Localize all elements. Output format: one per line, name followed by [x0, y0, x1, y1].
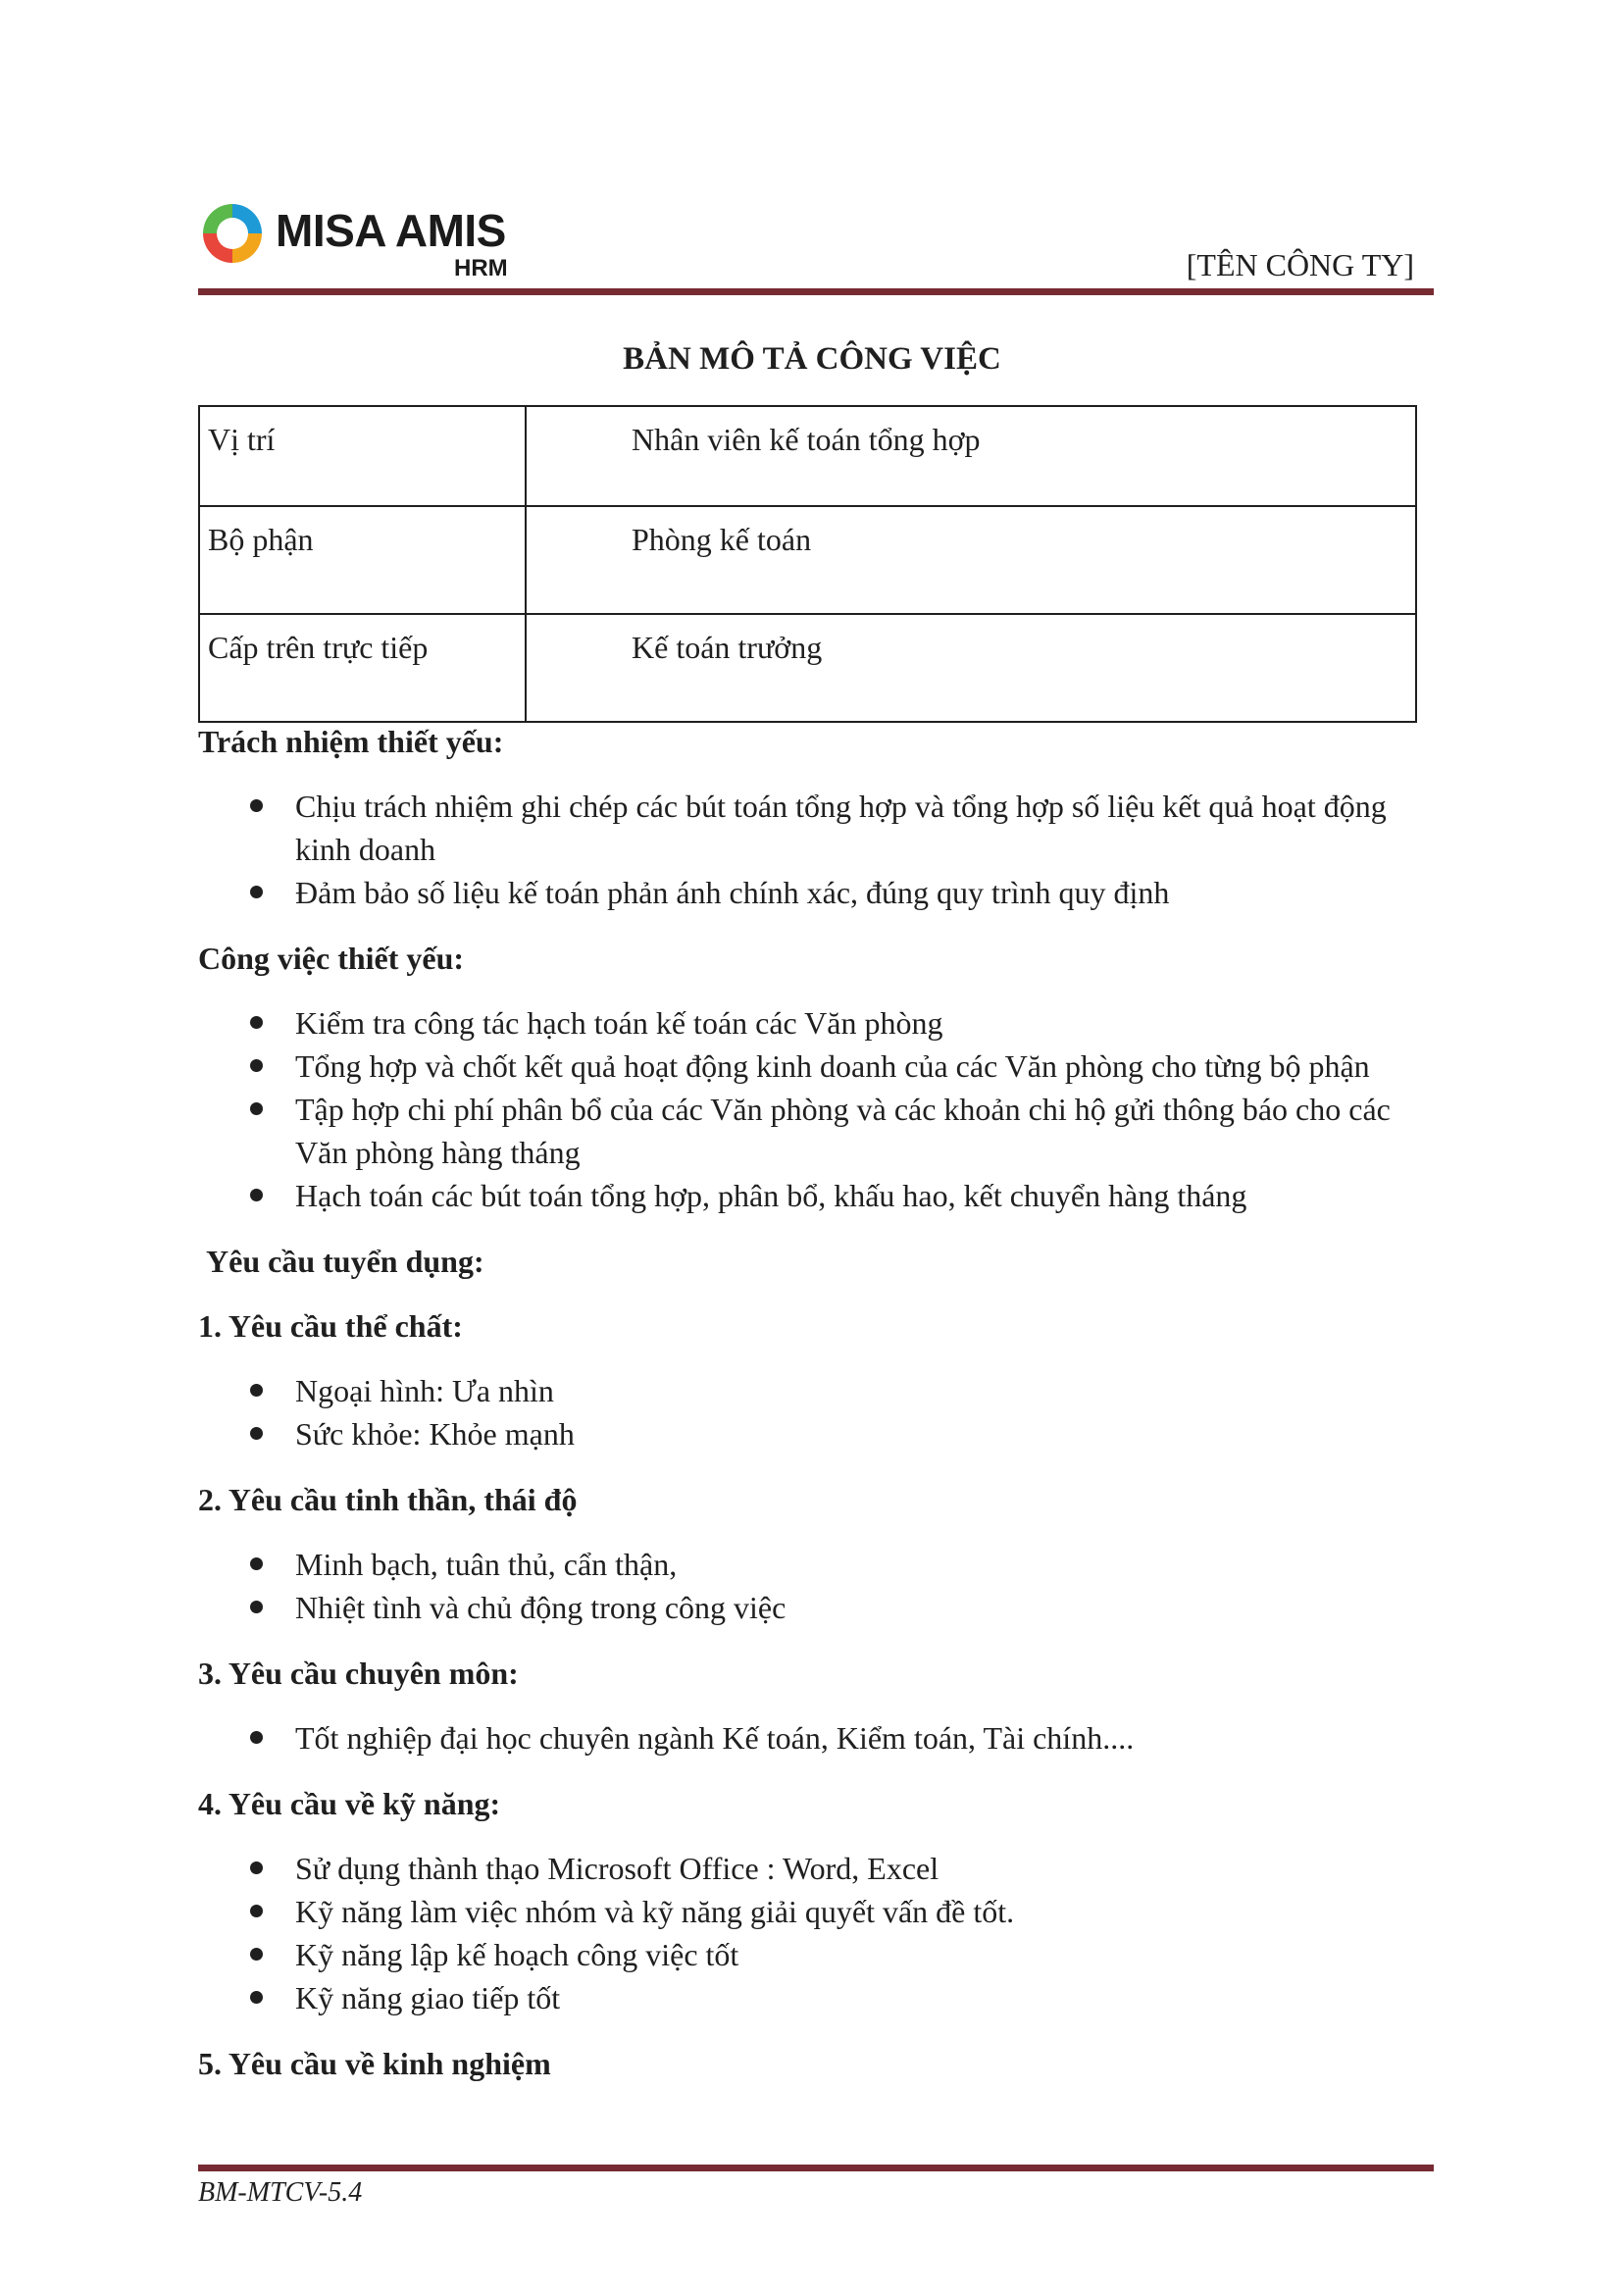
list-item	[198, 1412, 1434, 1455]
bullet-icon	[250, 1861, 263, 1874]
label-cell: Vị trí	[199, 406, 526, 506]
list-item-text: Tập hợp chi phí phân bổ của các Văn phòng và các khoản chi hộ gửi thông báo cho các Văn phòng hàng tháng	[295, 1092, 1391, 1170]
logo-subtitle: HRM	[454, 255, 508, 281]
misa-logo-icon	[199, 200, 266, 267]
bullet-icon	[250, 1948, 263, 1961]
bullet-icon	[250, 1601, 263, 1613]
list-item-text: Sức khỏe: Khỏe mạnh	[295, 1416, 575, 1452]
bullet-icon	[250, 1557, 263, 1570]
bullet-icon	[250, 1384, 263, 1397]
list-item	[198, 1933, 1434, 1976]
subsection-heading: 5. Yêu cầu về kinh nghiệm	[198, 2046, 551, 2081]
subsection-heading: 4. Yêu cầu về kỹ năng:	[198, 1786, 501, 1821]
list-item	[198, 1976, 1434, 2019]
section-heading: Yêu cầu tuyển dụng:	[206, 1244, 484, 1279]
bullet-list	[198, 1369, 1434, 1455]
bullet-icon	[250, 1427, 263, 1440]
list-item	[198, 1847, 1434, 1890]
subsection-heading: 3. Yêu cầu chuyên môn:	[198, 1656, 519, 1691]
table-row	[199, 506, 1416, 614]
list-item	[198, 1369, 1434, 1412]
list-item	[198, 1586, 1434, 1629]
bullet-list	[198, 1847, 1434, 2019]
list-item-text: Tốt nghiệp đại học chuyên ngành Kế toán, Kiểm toán, Tài chính....	[295, 1720, 1135, 1756]
bullet-list	[198, 1716, 1434, 1759]
list-item-text: Chịu trách nhiệm ghi chép các bút toán tổng hợp và tổng hợp số liệu kết quả hoạt động kinh doanh	[295, 789, 1387, 867]
company-name: [TÊN CÔNG TY]	[1186, 247, 1414, 282]
list-item	[198, 1890, 1434, 1933]
bullet-icon	[250, 1991, 263, 2004]
list-item	[198, 1174, 1434, 1217]
list-item-text: Đảm bảo số liệu kế toán phản ánh chính xác, đúng quy trình quy định	[295, 875, 1170, 910]
bullet-icon	[250, 1905, 263, 1917]
bullet-icon	[250, 1189, 263, 1201]
document-body	[198, 720, 1434, 2085]
position-info-table	[198, 405, 1417, 723]
list-item	[198, 1001, 1434, 1045]
list-item-text: Kỹ năng giao tiếp tốt	[295, 1980, 561, 2015]
list-item-text: Kỹ năng lập kế hoạch công việc tốt	[295, 1937, 739, 1972]
list-item-text: Hạch toán các bút toán tổng hợp, phân bổ, khấu hao, kết chuyển hàng tháng	[295, 1178, 1247, 1213]
bullet-list	[198, 1543, 1434, 1629]
form-code: BM-MTCV-5.4	[198, 2177, 363, 2208]
list-item-text: Nhiệt tình và chủ động trong công việc	[295, 1590, 787, 1625]
value-cell: Nhân viên kế toán tổng hợp	[526, 406, 1416, 506]
label-cell: Bộ phận	[199, 506, 526, 614]
list-item-text: Kỹ năng làm việc nhóm và kỹ năng giải quyết vấn đề tốt.	[295, 1894, 1015, 1929]
table-row	[199, 614, 1416, 722]
bullet-icon	[250, 886, 263, 898]
bullet-icon	[250, 1102, 263, 1115]
list-item	[198, 871, 1434, 914]
list-item	[198, 785, 1434, 871]
value-cell: Kế toán trưởng	[526, 614, 1416, 722]
table-row	[199, 406, 1416, 506]
bullet-icon	[250, 1731, 263, 1744]
label-cell: Cấp trên trực tiếp	[199, 614, 526, 722]
logo-name: MISA AMIS	[276, 205, 506, 256]
footer-rule	[198, 2165, 1434, 2171]
list-item-text: Minh bạch, tuân thủ, cẩn thận,	[295, 1547, 678, 1582]
list-item	[198, 1543, 1434, 1586]
section-heading: Trách nhiệm thiết yếu:	[198, 724, 504, 759]
list-item-text: Ngoại hình: Ưa nhìn	[295, 1373, 554, 1408]
spacer	[198, 1283, 1434, 1304]
list-item-text: Kiểm tra công tác hạch toán kế toán các Văn phòng	[295, 1005, 943, 1041]
bullet-icon	[250, 799, 263, 812]
list-item-text: Sử dụng thành thạo Microsoft Office : Word, Excel	[295, 1851, 939, 1886]
list-item	[198, 1045, 1434, 1088]
list-item	[198, 1716, 1434, 1759]
bullet-icon	[250, 1016, 263, 1029]
list-item	[198, 1088, 1434, 1174]
company-logo	[199, 200, 523, 284]
bullet-icon	[250, 1059, 263, 1072]
subsection-heading: 2. Yêu cầu tinh thần, thái độ	[198, 1482, 578, 1517]
bullet-list	[198, 785, 1434, 914]
subsection-heading: 1. Yêu cầu thể chất:	[198, 1308, 463, 1344]
value-cell: Phòng kế toán	[526, 506, 1416, 614]
bullet-list	[198, 1001, 1434, 1217]
header-rule	[198, 288, 1434, 295]
document-title: BẢN MÔ TẢ CÔNG VIỆC	[623, 341, 1001, 377]
list-item-text: Tổng hợp và chốt kết quả hoạt động kinh doanh của các Văn phòng cho từng bộ phận	[295, 1048, 1370, 1084]
section-heading: Công việc thiết yếu:	[198, 941, 465, 976]
